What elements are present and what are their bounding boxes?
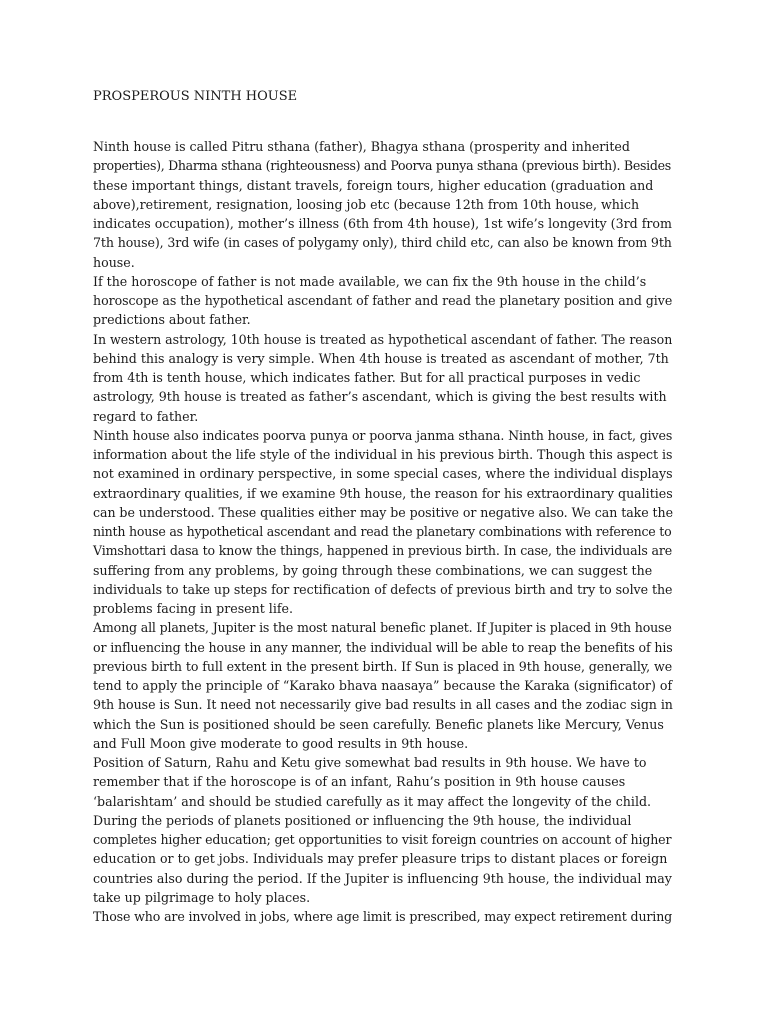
text-line: Position of Saturn, Rahu and Ketu give somewhat bad results in 9th house. We have to xyxy=(93,755,647,770)
text-line: Among all planets, Jupiter is the most natural benefic planet. If Jupiter is placed in 9th house xyxy=(93,620,672,636)
text-line: extraordinary qualities, if we examine 9th house, the reason for his extraordinary qualities xyxy=(93,485,673,501)
text-line: ninth house as hypothetical ascendant and read the planetary combinations with reference to xyxy=(93,524,672,539)
text-line: take up pilgrimage to holy places. xyxy=(93,889,311,905)
text-line: from 4th is tenth house, which indicates father. But for all practical purposes in vedic xyxy=(93,370,641,385)
text-line: and Full Moon give moderate to good results in 9th house. xyxy=(93,735,469,751)
text-line: During the periods of planets positioned or influencing the 9th house, the individual xyxy=(93,812,632,828)
text-line: 7th house), 3rd wife (in cases of polygamy only), third child etc, can also be known from 9th xyxy=(93,235,672,251)
text-line: remember that if the horoscope is of an infant, Rahu’s position in 9th house causes xyxy=(93,774,626,790)
text-line: can be understood. These qualities either may be positive or negative also. We can take the xyxy=(93,504,673,520)
text-line: these important things, distant travels, foreign tours, higher education (graduation and xyxy=(93,177,654,193)
text-line: countries also during the period. If the Jupiter is influencing 9th house, the individual may xyxy=(93,870,672,886)
text-line: above),retirement, resignation, loosing job etc (because 12th from 10th house, which xyxy=(93,196,640,212)
text-line: If the horoscope of father is not made available, we can fix the 9th house in the child’s xyxy=(93,273,647,289)
text-line: suffering from any problems, by going through these combinations, we can suggest the xyxy=(93,562,653,578)
text-line: Ninth house also indicates poorva punya or poorva janma sthana. Ninth house, in fact, gives xyxy=(93,427,673,443)
text-line: 9th house is Sun. It need not necessarily give bad results in all cases and the zodiac sign in xyxy=(93,697,673,713)
document-body xyxy=(93,137,673,926)
text-line: Ninth house is called Pitru sthana (father), Bhagya sthana (prosperity and inherited xyxy=(93,139,630,154)
text-line: astrology, 9th house is treated as father’s ascendant, which is giving the best results with xyxy=(93,389,667,405)
text-line: regard to father. xyxy=(93,408,199,424)
text-line: horoscope as the hypothetical ascendant of father and read the planetary position and give xyxy=(93,293,673,308)
text-line: Those who are involved in jobs, where age limit is prescribed, may expect retirement during xyxy=(93,909,673,924)
text-line: previous birth to full extent in the present birth. If Sun is placed in 9th house, generally, we xyxy=(93,658,673,674)
text-line: not examined in ordinary perspective, in some special cases, where the individual displays xyxy=(93,466,673,482)
text-line: or influencing the house in any manner, the individual will be able to reap the benefits of his xyxy=(93,639,673,655)
text-line: information about the life style of the individual in his previous birth. Though this aspect is xyxy=(93,447,673,462)
text-line: predictions about father. xyxy=(93,312,251,328)
text-line: In western astrology, 10th house is treated as hypothetical ascendant of father. The reason xyxy=(93,331,673,347)
text-line: individuals to take up steps for rectification of defects of previous birth and try to solve the xyxy=(93,581,673,597)
text-line: Vimshottari dasa to know the things, happened in previous birth. In case, the individuals are xyxy=(93,543,672,559)
document-title: PROSPEROUS NINTH HOUSE xyxy=(93,89,298,104)
text-line: which the Sun is positioned should be seen carefully. Benefic planets like Mercury, Venus xyxy=(93,716,664,732)
text-line: tend to apply the principle of “Karako bhava naasaya” because the Karaka (significator) of xyxy=(93,678,673,693)
text-line: behind this analogy is very simple. When 4th house is treated as ascendant of mother, 7th xyxy=(93,350,669,366)
text-line: completes higher education; get opportunities to visit foreign countries on account of higher xyxy=(93,832,672,847)
text-line: ‘balarishtam’ and should be studied carefully as it may affect the longevity of the child. xyxy=(93,793,652,809)
text-line: problems facing in present life. xyxy=(93,601,293,616)
text-line: properties), Dharma sthana (righteousness) and Poorva punya sthana (previous birth). Besides xyxy=(93,158,671,174)
text-line: house. xyxy=(93,254,135,270)
text-line: education or to get jobs. Individuals may prefer pleasure trips to distant places or foreign xyxy=(93,851,668,867)
text-line: indicates occupation), mother’s illness (6th from 4th house), 1st wife’s longevity (3rd from xyxy=(93,216,672,231)
